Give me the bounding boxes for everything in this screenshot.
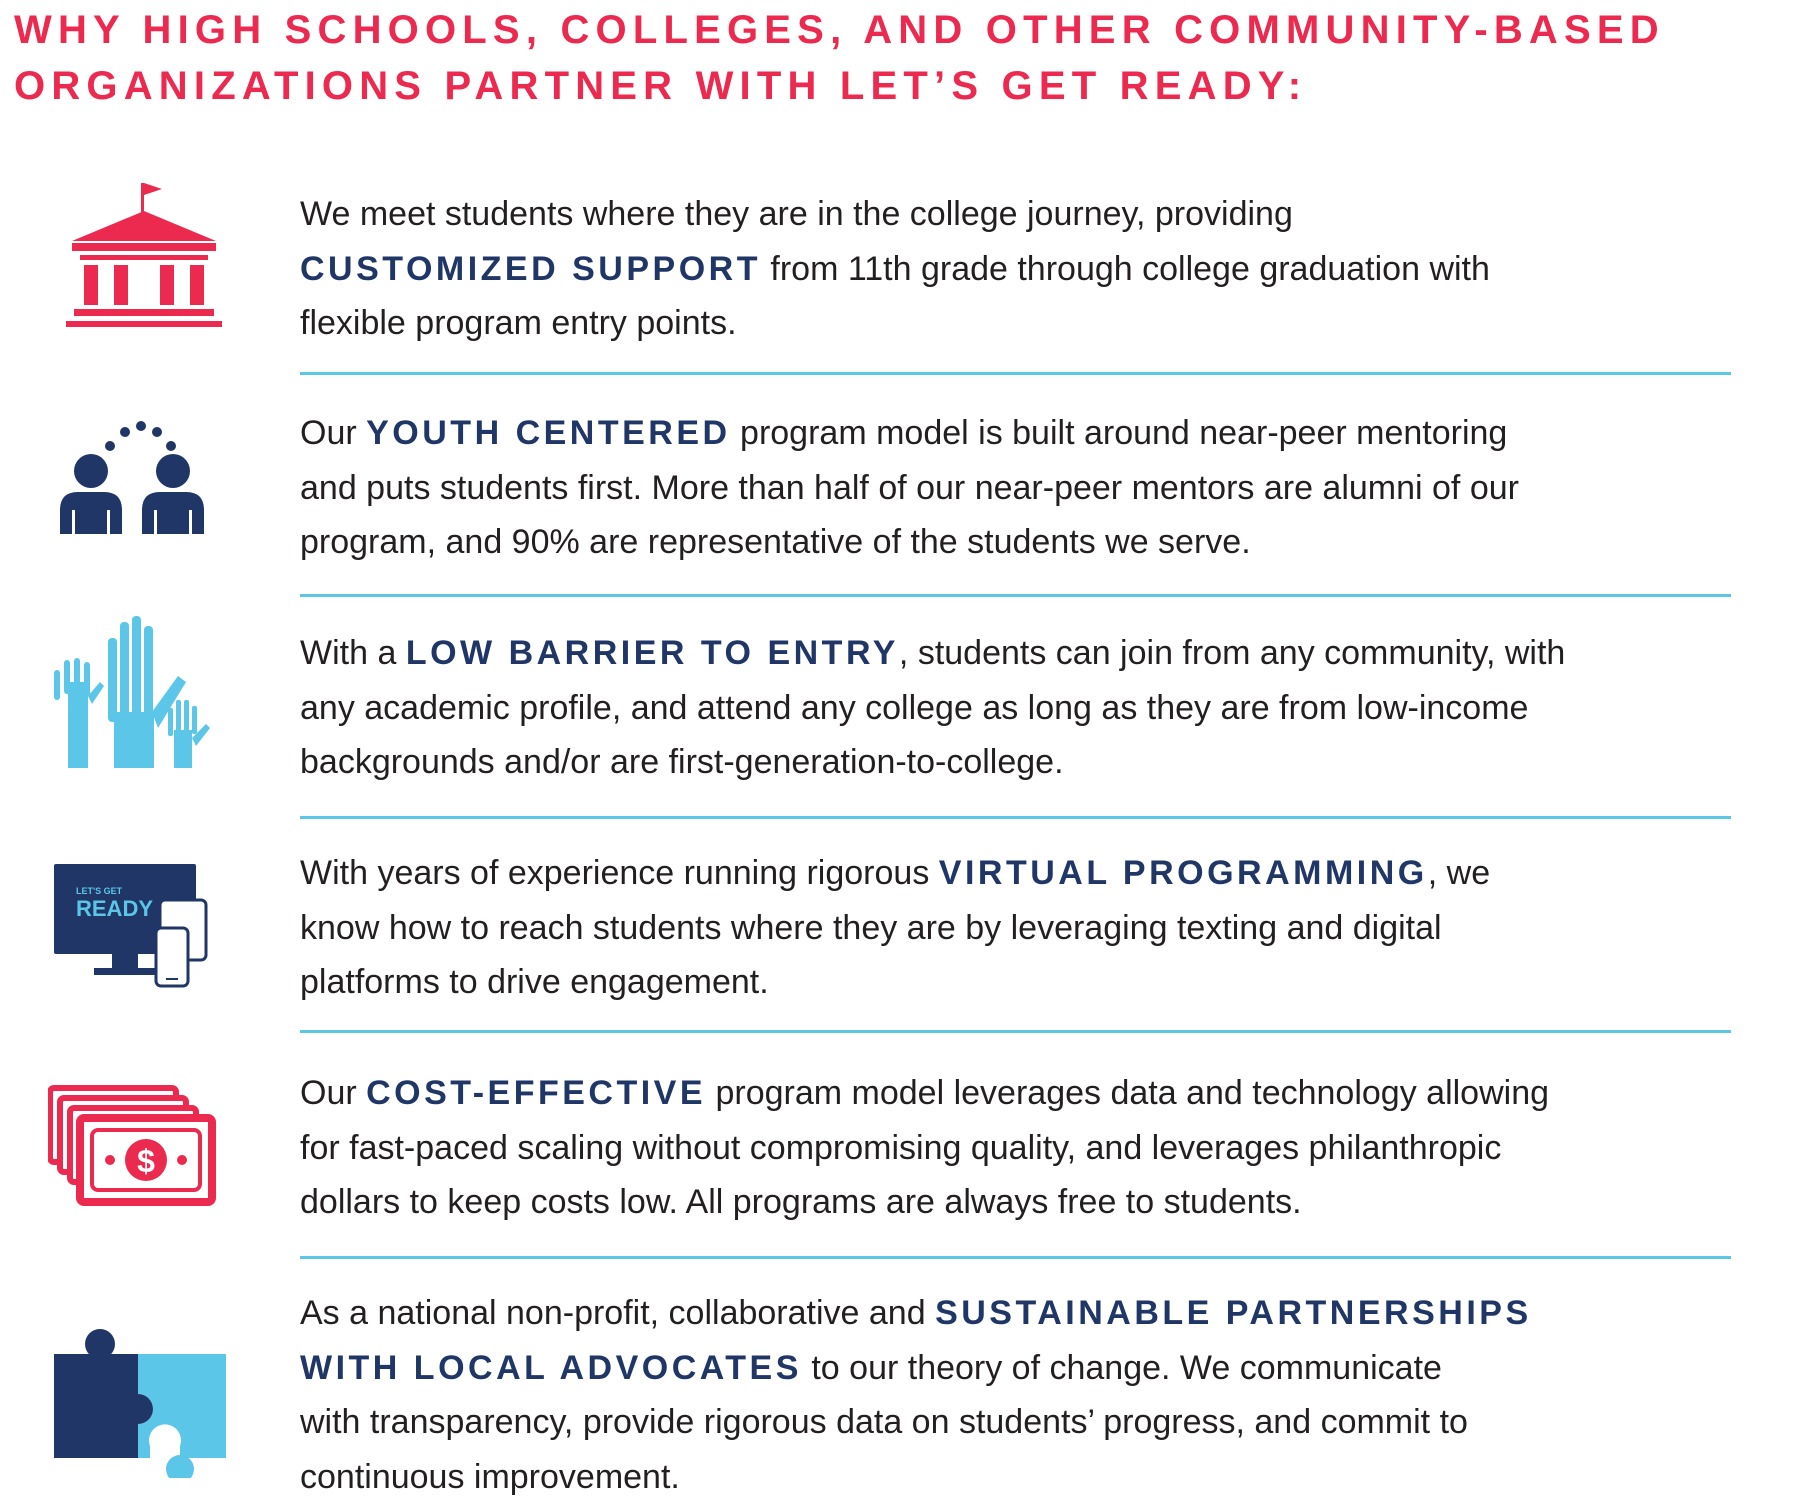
text-line: WITH LOCAL ADVOCATES to our theory of change. We communicate — [300, 1348, 1442, 1387]
puzzle-pieces-icon — [54, 1328, 234, 1478]
building-icon — [64, 181, 224, 331]
text-line: CUSTOMIZED SUPPORT from 11th grade through college graduation with — [300, 249, 1490, 288]
text-line: platforms to drive engagement. — [300, 963, 769, 1001]
text-line: flexible program entry points. — [300, 304, 737, 342]
text-line: for fast-paced scaling without compromising quality, and leverages philanthropic — [300, 1128, 1502, 1167]
text-line: and puts students first. More than half of our near-peer mentors are alumni of our — [300, 468, 1519, 507]
emphasis-low-barrier: LOW BARRIER TO ENTRY — [405, 634, 899, 672]
screen-logo-top: LET'S GET — [76, 886, 123, 896]
divider — [300, 372, 1731, 375]
svg-text:$: $ — [137, 1143, 155, 1179]
heading-line-2: ORGANIZATIONS PARTNER WITH LET’S GET READY: — [14, 64, 1308, 108]
text-line: Our YOUTH CENTERED program model is built around near-peer mentoring — [300, 414, 1508, 452]
text-line: We meet students where they are in the college journey, providing — [300, 195, 1293, 233]
text-line: As a national non-profit, collaborative and SUSTAINABLE PARTNERSHIPS — [300, 1294, 1532, 1332]
text-line: know how to reach students where they are by leveraging texting and digital — [300, 908, 1442, 947]
benefit-text — [300, 187, 1740, 351]
divider — [300, 1030, 1731, 1033]
text-line: backgrounds and/or are first-generation-to-college. — [300, 743, 1064, 781]
devices-icon — [54, 860, 214, 990]
text-line: dollars to keep costs low. All programs are always free to students. — [300, 1183, 1302, 1221]
text-line: With years of experience running rigorous VIRTUAL PROGRAMMING, we — [300, 854, 1491, 892]
divider — [300, 1256, 1731, 1259]
text-line: Our COST-EFFECTIVE program model leverages data and technology allowing — [300, 1074, 1550, 1112]
emphasis-cost-effective: COST-EFFECTIVE — [366, 1074, 707, 1112]
benefit-text — [300, 846, 1740, 1010]
emphasis-local-advocates: WITH LOCAL ADVOCATES — [300, 1348, 802, 1387]
emphasis-customized-support: CUSTOMIZED SUPPORT — [300, 249, 761, 288]
emphasis-youth-centered: YOUTH CENTERED — [366, 414, 731, 452]
heading-line-1: WHY HIGH SCHOOLS, COLLEGES, AND OTHER COMMUNITY-BASED — [14, 8, 1665, 52]
benefit-text — [300, 1286, 1740, 1504]
text-line: with transparency, provide rigorous data on students’ progress, and commit to — [300, 1403, 1468, 1441]
divider — [300, 816, 1731, 819]
raised-hands-icon — [54, 612, 214, 772]
text-line: continuous improvement. — [300, 1457, 680, 1496]
emphasis-virtual-programming: VIRTUAL PROGRAMMING — [938, 854, 1428, 892]
text-line: program, and 90% are representative of the students we serve. — [300, 523, 1251, 561]
benefit-text — [300, 1066, 1740, 1230]
money-stack-icon — [48, 1084, 218, 1209]
benefit-text — [300, 626, 1740, 790]
page-heading — [14, 2, 1794, 114]
screen-logo-bottom: READY — [76, 896, 154, 921]
text-line: any academic profile, and attend any college as long as they are from low-income — [300, 688, 1529, 727]
mentoring-people-icon — [58, 410, 208, 535]
benefit-text — [300, 406, 1740, 570]
text-line: With a LOW BARRIER TO ENTRY, students can join from any community, with — [300, 634, 1566, 672]
emphasis-sustainable-partnerships: SUSTAINABLE PARTNERSHIPS — [935, 1294, 1532, 1332]
divider — [300, 594, 1731, 597]
